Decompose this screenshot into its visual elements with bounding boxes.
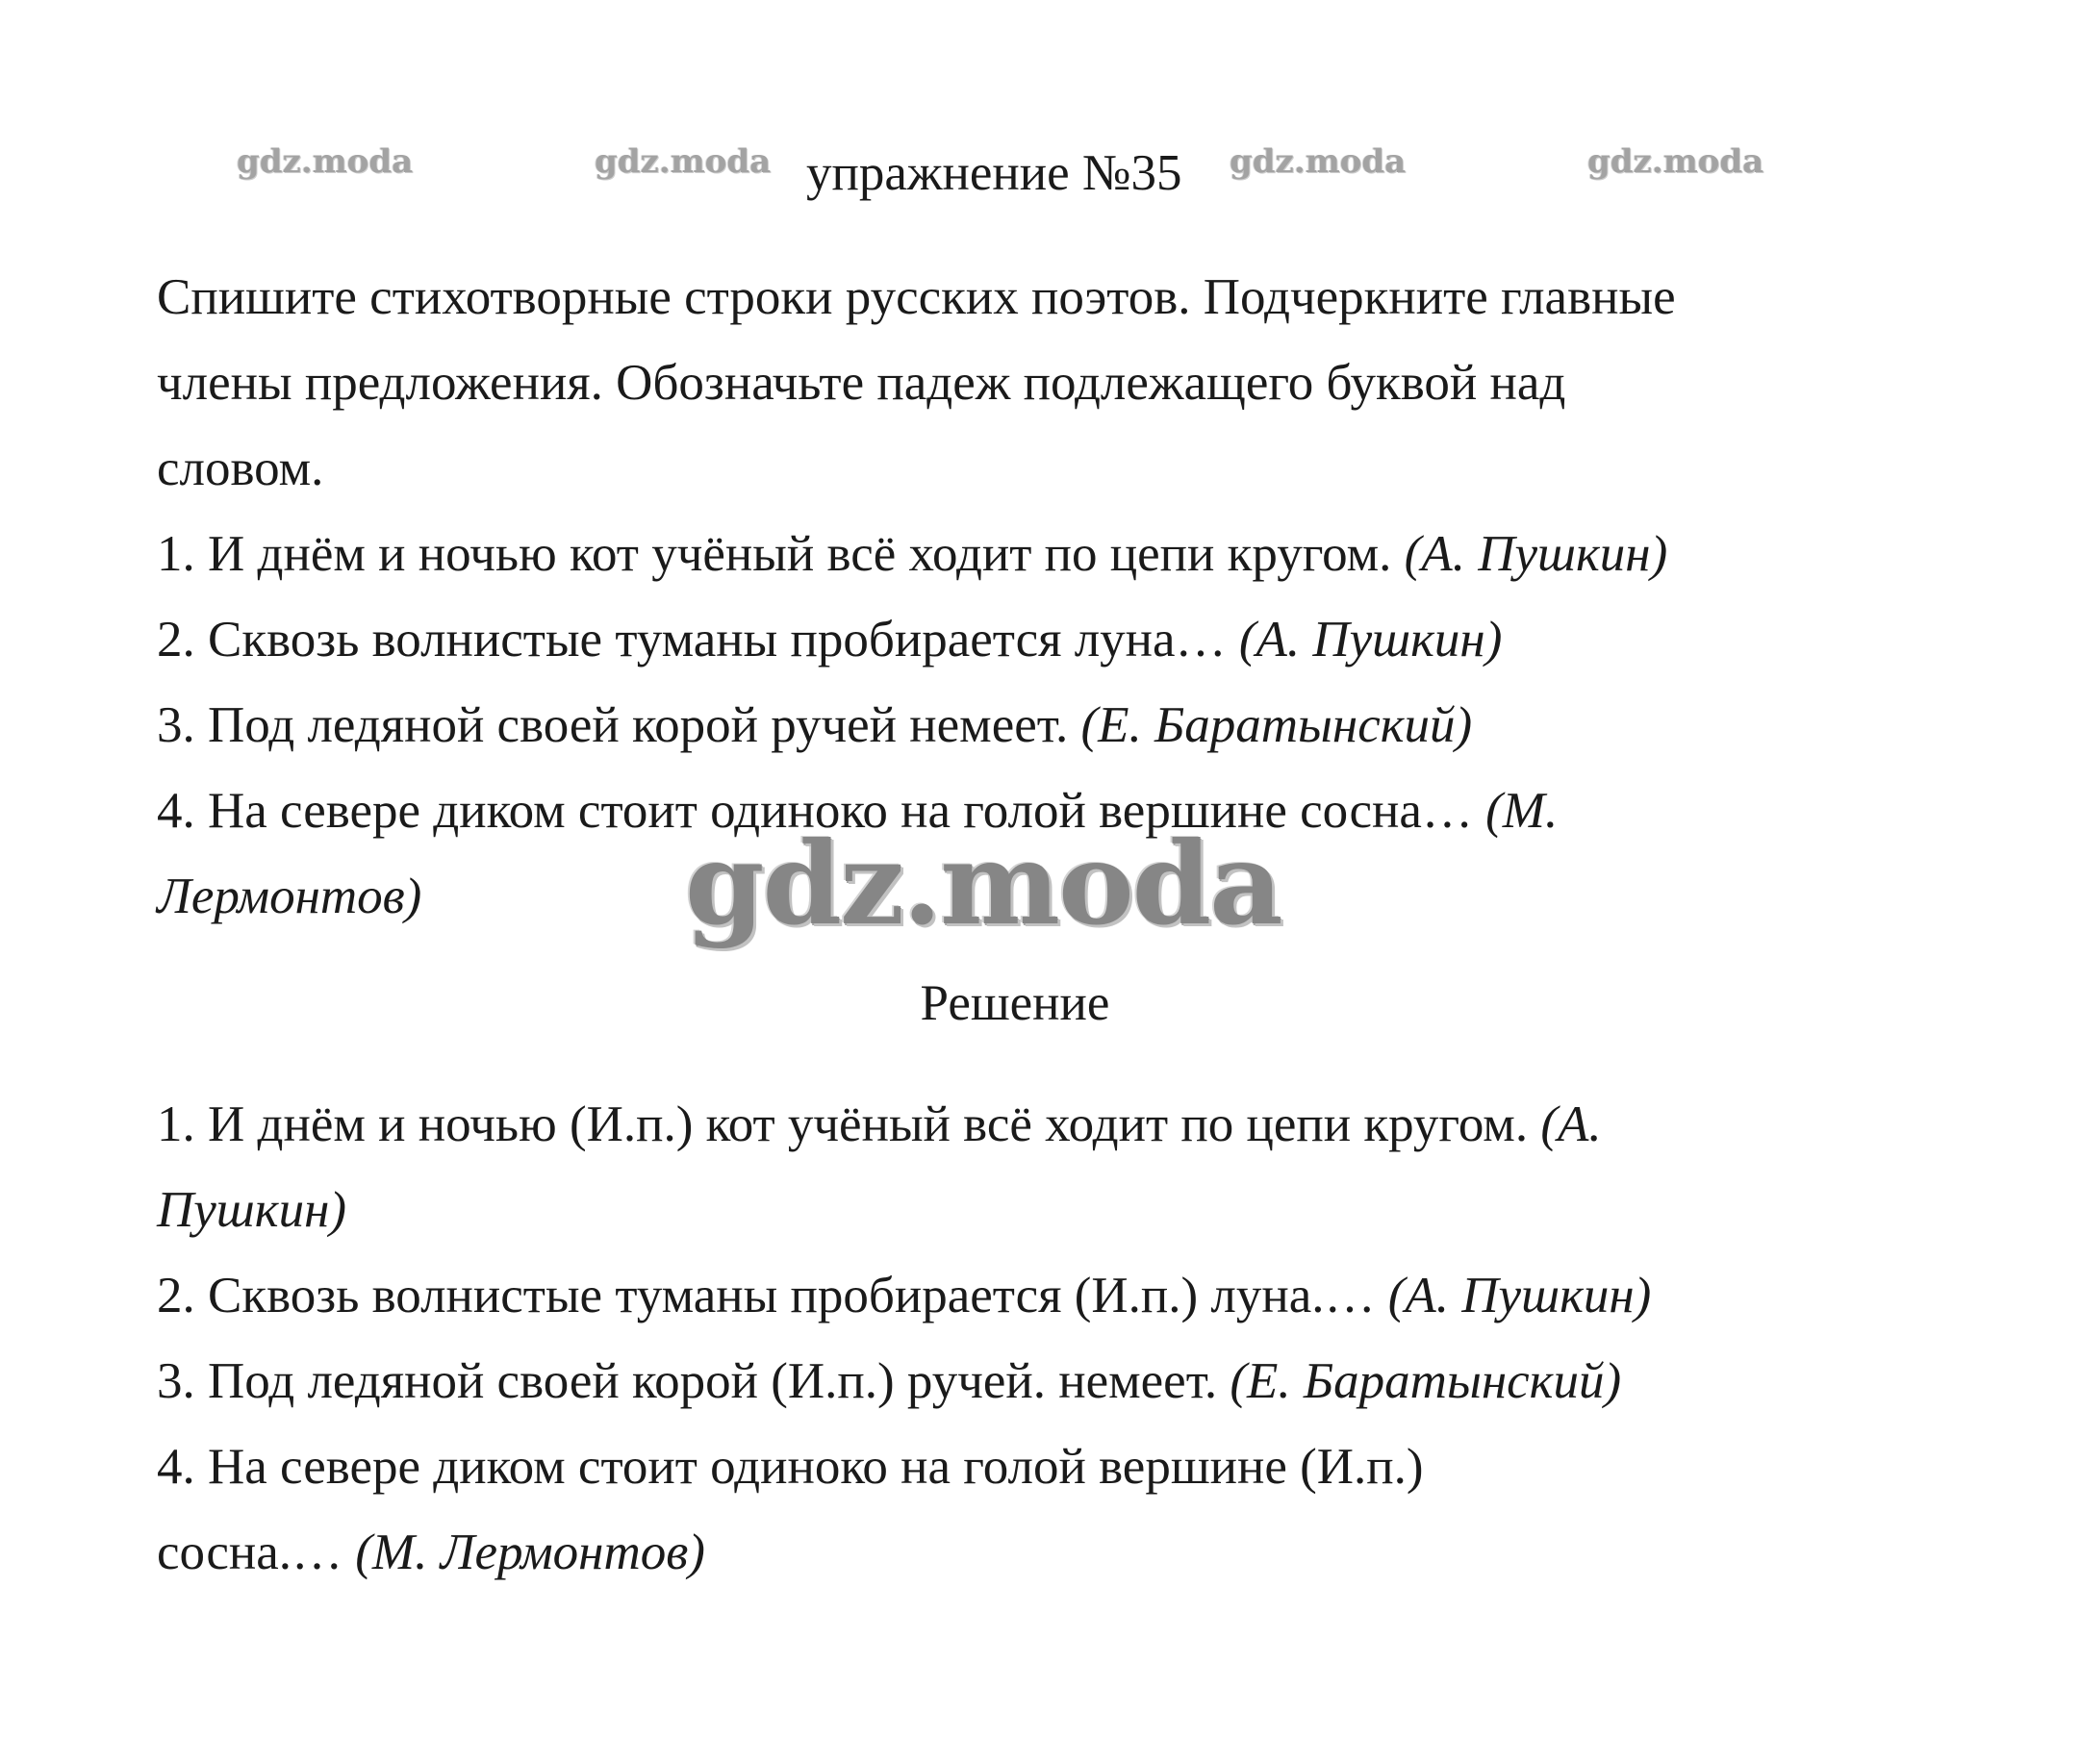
solution-item-1-author-part2: Пушкин) (157, 1182, 347, 1238)
solution-item-1-text: 1. И днём и ночью (И.п.) кот учёный всё ходит по цепи кругом. (157, 1096, 1541, 1152)
solution-item-1-author-part1: (А. (1540, 1096, 1602, 1152)
task-item-3-text: 3. Под ледяной своей корой ручей немеет. (157, 697, 1081, 753)
solution-item-3-author: (Е. Баратынский) (1230, 1353, 1622, 1409)
exercise-title: упражнение №35 (806, 145, 1182, 201)
solution-item-4-author: (М. Лермонтов) (355, 1525, 705, 1580)
solution-block (157, 1082, 1946, 1596)
watermark-large: gdz.moda (685, 817, 1281, 950)
task-item-2-author: (А. Пушкин) (1238, 612, 1503, 668)
task-item-4-author-part2: Лермонтов) (157, 869, 422, 924)
instruction-line-3: словом. (157, 441, 324, 496)
solution-item-4-cont (157, 1510, 1946, 1596)
solution-item-3 (157, 1339, 1946, 1424)
solution-item-3-text: 3. Под ледяной своей корой (И.п.) ручей. немеет. (157, 1353, 1230, 1409)
task-item-2 (157, 597, 1946, 683)
solution-item-4: 4. На севере диком стоит одиноко на голой вершине (И.п.) (157, 1439, 1424, 1495)
instruction-line-1: Спишите стихотворные строки русских поэтов. Подчеркните главные (157, 269, 1676, 325)
solution-item-1 (157, 1082, 1946, 1168)
task-item-4-text: 4. На севере диком стоит одиноко на голой вершине сосна… (157, 783, 1486, 839)
task-item-3 (157, 683, 1946, 769)
task-item-1 (157, 512, 1946, 597)
watermark-4: gdz.moda (1587, 142, 1764, 181)
instruction-line-2: члены предложения. Обозначьте падеж подлежащего буквой над (157, 355, 1566, 411)
task-item-2-text: 2. Сквозь волнистые туманы пробирается луна… (157, 612, 1239, 668)
task-item-4-author-part1: (М. (1485, 783, 1559, 839)
watermark-3: gdz.moda (1230, 142, 1407, 181)
task-item-1-text: 1. И днём и ночью кот учёный всё ходит по цепи кругом. (157, 526, 1405, 582)
watermark-1: gdz.moda (237, 142, 414, 181)
solution-item-2 (157, 1253, 1946, 1339)
solution-item-4-text-part2: сосна.… (157, 1525, 356, 1580)
solution-item-2-text: 2. Сквозь волнистые туманы пробирается (И.п.) луна.… (157, 1268, 1388, 1323)
task-item-1-author: (А. Пушкин) (1404, 526, 1668, 582)
watermark-2: gdz.moda (595, 142, 772, 181)
task-item-3-author: (Е. Баратынский) (1080, 697, 1473, 753)
solution-heading: Решение (920, 975, 1110, 1031)
solution-item-2-author: (А. Пушкин) (1387, 1268, 1652, 1323)
